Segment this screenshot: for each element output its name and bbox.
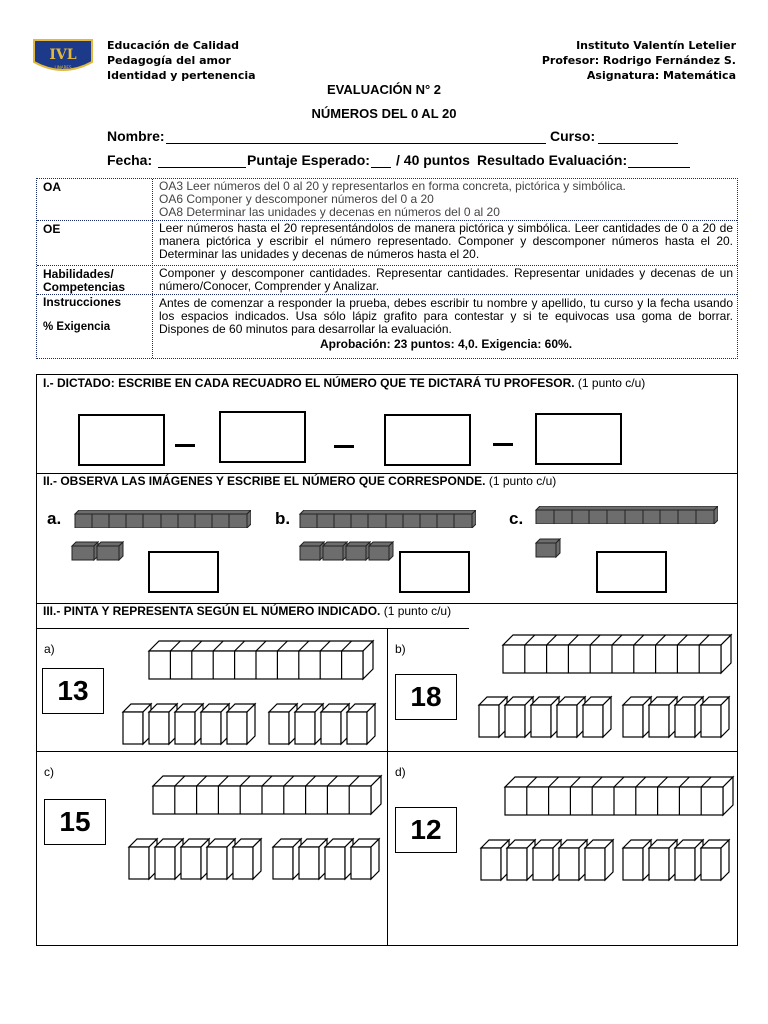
part3-letter-b: b) [395,642,406,656]
school-logo [32,38,94,74]
part2-letter-b: b. [275,509,291,528]
header-left-line-2: Pedagogía del amor [107,54,231,67]
habilidades-label-1: Habilidades/ [43,267,114,281]
aprobacion-text: Aprobación: 23 puntos: 4,0. Exigencia: 60%. [319,337,573,351]
puntaje-label: Puntaje Esperado: [247,152,370,168]
unit-cubes-outline-d1[interactable] [479,838,615,882]
curso-label: Curso: [550,128,596,144]
vertical-divider [387,628,388,945]
section-2-title [43,475,556,488]
unit-cubes-outline-c1[interactable] [127,837,263,881]
resultado-field[interactable] [628,167,690,168]
header-right-line-3: Asignatura: Matemática [586,69,736,82]
number-box-18: 18 [395,674,457,720]
nombre-field[interactable] [166,143,546,144]
answer-box-b[interactable] [399,551,470,593]
logo-subtext: LINARES [54,65,72,70]
part3-letter-d: d) [395,765,406,779]
ten-rod-outline-d[interactable] [503,775,735,817]
ten-rod-b [296,510,476,528]
unit-cubes-outline-b1[interactable] [477,695,613,739]
oe-label: OE [43,222,61,236]
header-left-line-1: Educación de Calidad [107,39,240,52]
resultado-label: Resultado Evaluación: [477,152,628,168]
oe-text: Leer números hasta el 20 representándolos de manera pictórica y simbólica. Leer cantidades de 0 a 20 de manera pictórica y escribir el número representado. Componer y descomponer números hasta el 20. Determinar las unidades y decenas de números hasta el 20. [159,221,733,261]
page-title: EVALUACIÓN N° 2 [326,82,442,97]
puntaje-value: / 40 puntos [396,152,470,168]
puntaje-field[interactable] [371,167,391,168]
oa-line-1: OA3 Leer números del 0 al 20 y representarlos en forma concreta, pictórica y simbólica. [159,179,626,193]
exigencia-label: % Exigencia [43,321,111,333]
ten-rod-outline-a[interactable] [147,639,375,681]
habilidades-label [43,268,125,294]
ten-rod-c [532,506,718,524]
ten-rod-outline-c[interactable] [151,774,383,816]
curso-field[interactable] [598,143,678,144]
unit-cube-c [534,538,562,558]
nombre-label: Nombre: [107,128,165,144]
dictation-box-2[interactable] [219,411,306,463]
oa-line-2: OA6 Componer y descomponer números del 0 a 20 [159,192,434,206]
section-1-points: (1 punto c/u) [574,376,646,390]
fecha-field[interactable] [158,167,246,168]
info-table [36,178,738,359]
instrucciones-text: Antes de comenzar a responder la prueba, debes escribir tu nombre y apellido, tu curso y la fecha usando los espacios indicados. Usa sólo lápiz grafito para contestar y si te equivocas usa goma de borrar. Dispones de 60 minutos para desarrollar la evaluación. [159,296,733,336]
section-1-heading: I.- DICTADO: ESCRIBE EN CADA RECUADRO EL NÚMERO QUE TE DICTARÁ TU PROFESOR. [43,376,575,390]
section-3-points: (1 punto c/u) [380,604,452,618]
unit-cubes-outline-c2[interactable] [271,837,381,881]
part3-letter-a: a) [44,642,55,656]
dash-3 [493,443,513,446]
oa-line-3: OA8 Determinar las unidades y decenas en números del 0 al 20 [159,205,500,219]
habilidades-text: Componer y descomponer cantidades. Representar cantidades. Representar unidades y decenas de un número/Conocer, Comprender y Analizar. [159,266,733,293]
section-2-heading: II.- OBSERVA LAS IMÁGENES Y ESCRIBE EL NÚMERO QUE CORRESPONDE. [43,474,486,488]
page-subtitle: NÚMEROS DEL 0 AL 20 [311,106,457,121]
number-box-13: 13 [42,668,104,714]
ten-rod-a [71,510,251,528]
fecha-label: Fecha: [107,152,153,168]
habilidades-label-2: Competencias [43,280,126,294]
oa-label: OA [43,180,61,194]
section-1-title [43,377,733,390]
exam-area [36,374,738,946]
ten-rod-outline-b[interactable] [501,633,733,675]
dictation-box-4[interactable] [535,413,622,465]
part2-letter-a: a. [47,509,62,528]
answer-box-a[interactable] [148,551,219,593]
unit-cubes-outline-d2[interactable] [621,838,731,882]
header-left [107,38,256,83]
dash-1 [175,444,195,447]
header-right-line-2: Profesor: Rodrigo Fernández S. [541,54,736,67]
unit-cubes-outline-a1[interactable] [121,702,257,746]
section-3-title [43,605,451,618]
number-box-15: 15 [44,799,106,845]
section-3-heading: III.- PINTA Y REPRESENTA SEGÚN EL NÚMERO INDICADO. [43,604,381,618]
number-box-12: 12 [395,807,457,853]
section-2-points: (1 punto c/u) [485,474,557,488]
dictation-box-1[interactable] [78,414,165,466]
header-right-line-1: Instituto Valentín Letelier [576,39,736,52]
unit-cubes-a [70,541,124,561]
unit-cubes-outline-a2[interactable] [267,702,377,746]
oa-text [159,180,733,219]
unit-cubes-outline-b2[interactable] [621,695,731,739]
logo-text: IVL [49,47,77,63]
header-right [542,38,736,83]
answer-box-c[interactable] [596,551,667,593]
header-left-line-3: Identidad y pertenencia [107,69,256,82]
dictation-box-3[interactable] [384,414,471,466]
dash-2 [334,445,354,448]
part2-letter-c: c. [509,509,524,528]
instrucciones-label: Instrucciones [43,295,122,309]
part3-letter-c: c) [44,765,54,779]
unit-cubes-b [298,541,396,561]
